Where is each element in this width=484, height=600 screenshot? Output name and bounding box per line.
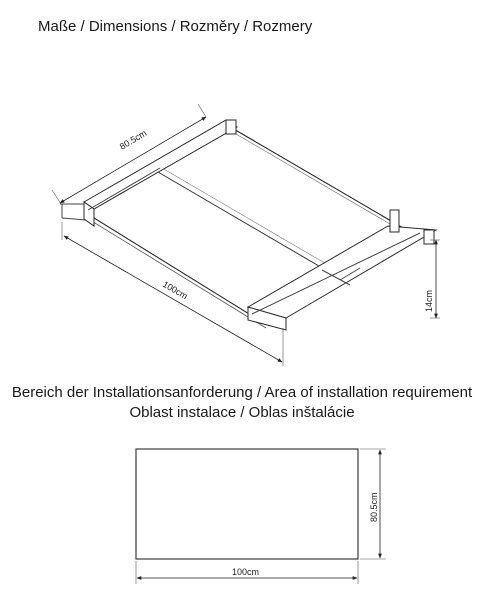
width-dimension-label: 100cm — [161, 279, 190, 302]
installation-area-rect — [136, 449, 358, 559]
canopy-iso-view — [60, 120, 436, 330]
height-dimension-iso — [424, 240, 440, 318]
installation-title-line2: Oblast instalace / Oblas inštalácie — [129, 404, 355, 421]
depth-dimension-label: 80.5cm — [117, 127, 149, 152]
installation-title-line1: Bereich der Installationsanforderung / Area of installation requirement — [11, 384, 473, 401]
installation-width-label: 100cm — [232, 567, 260, 577]
installation-area-drawing — [136, 449, 386, 584]
height-dimension-label: 14cm — [424, 289, 434, 312]
page-title: Maße / Dimensions / Rozměry / Rozmery — [38, 18, 313, 35]
installation-depth-label: 80.5cm — [369, 492, 379, 522]
